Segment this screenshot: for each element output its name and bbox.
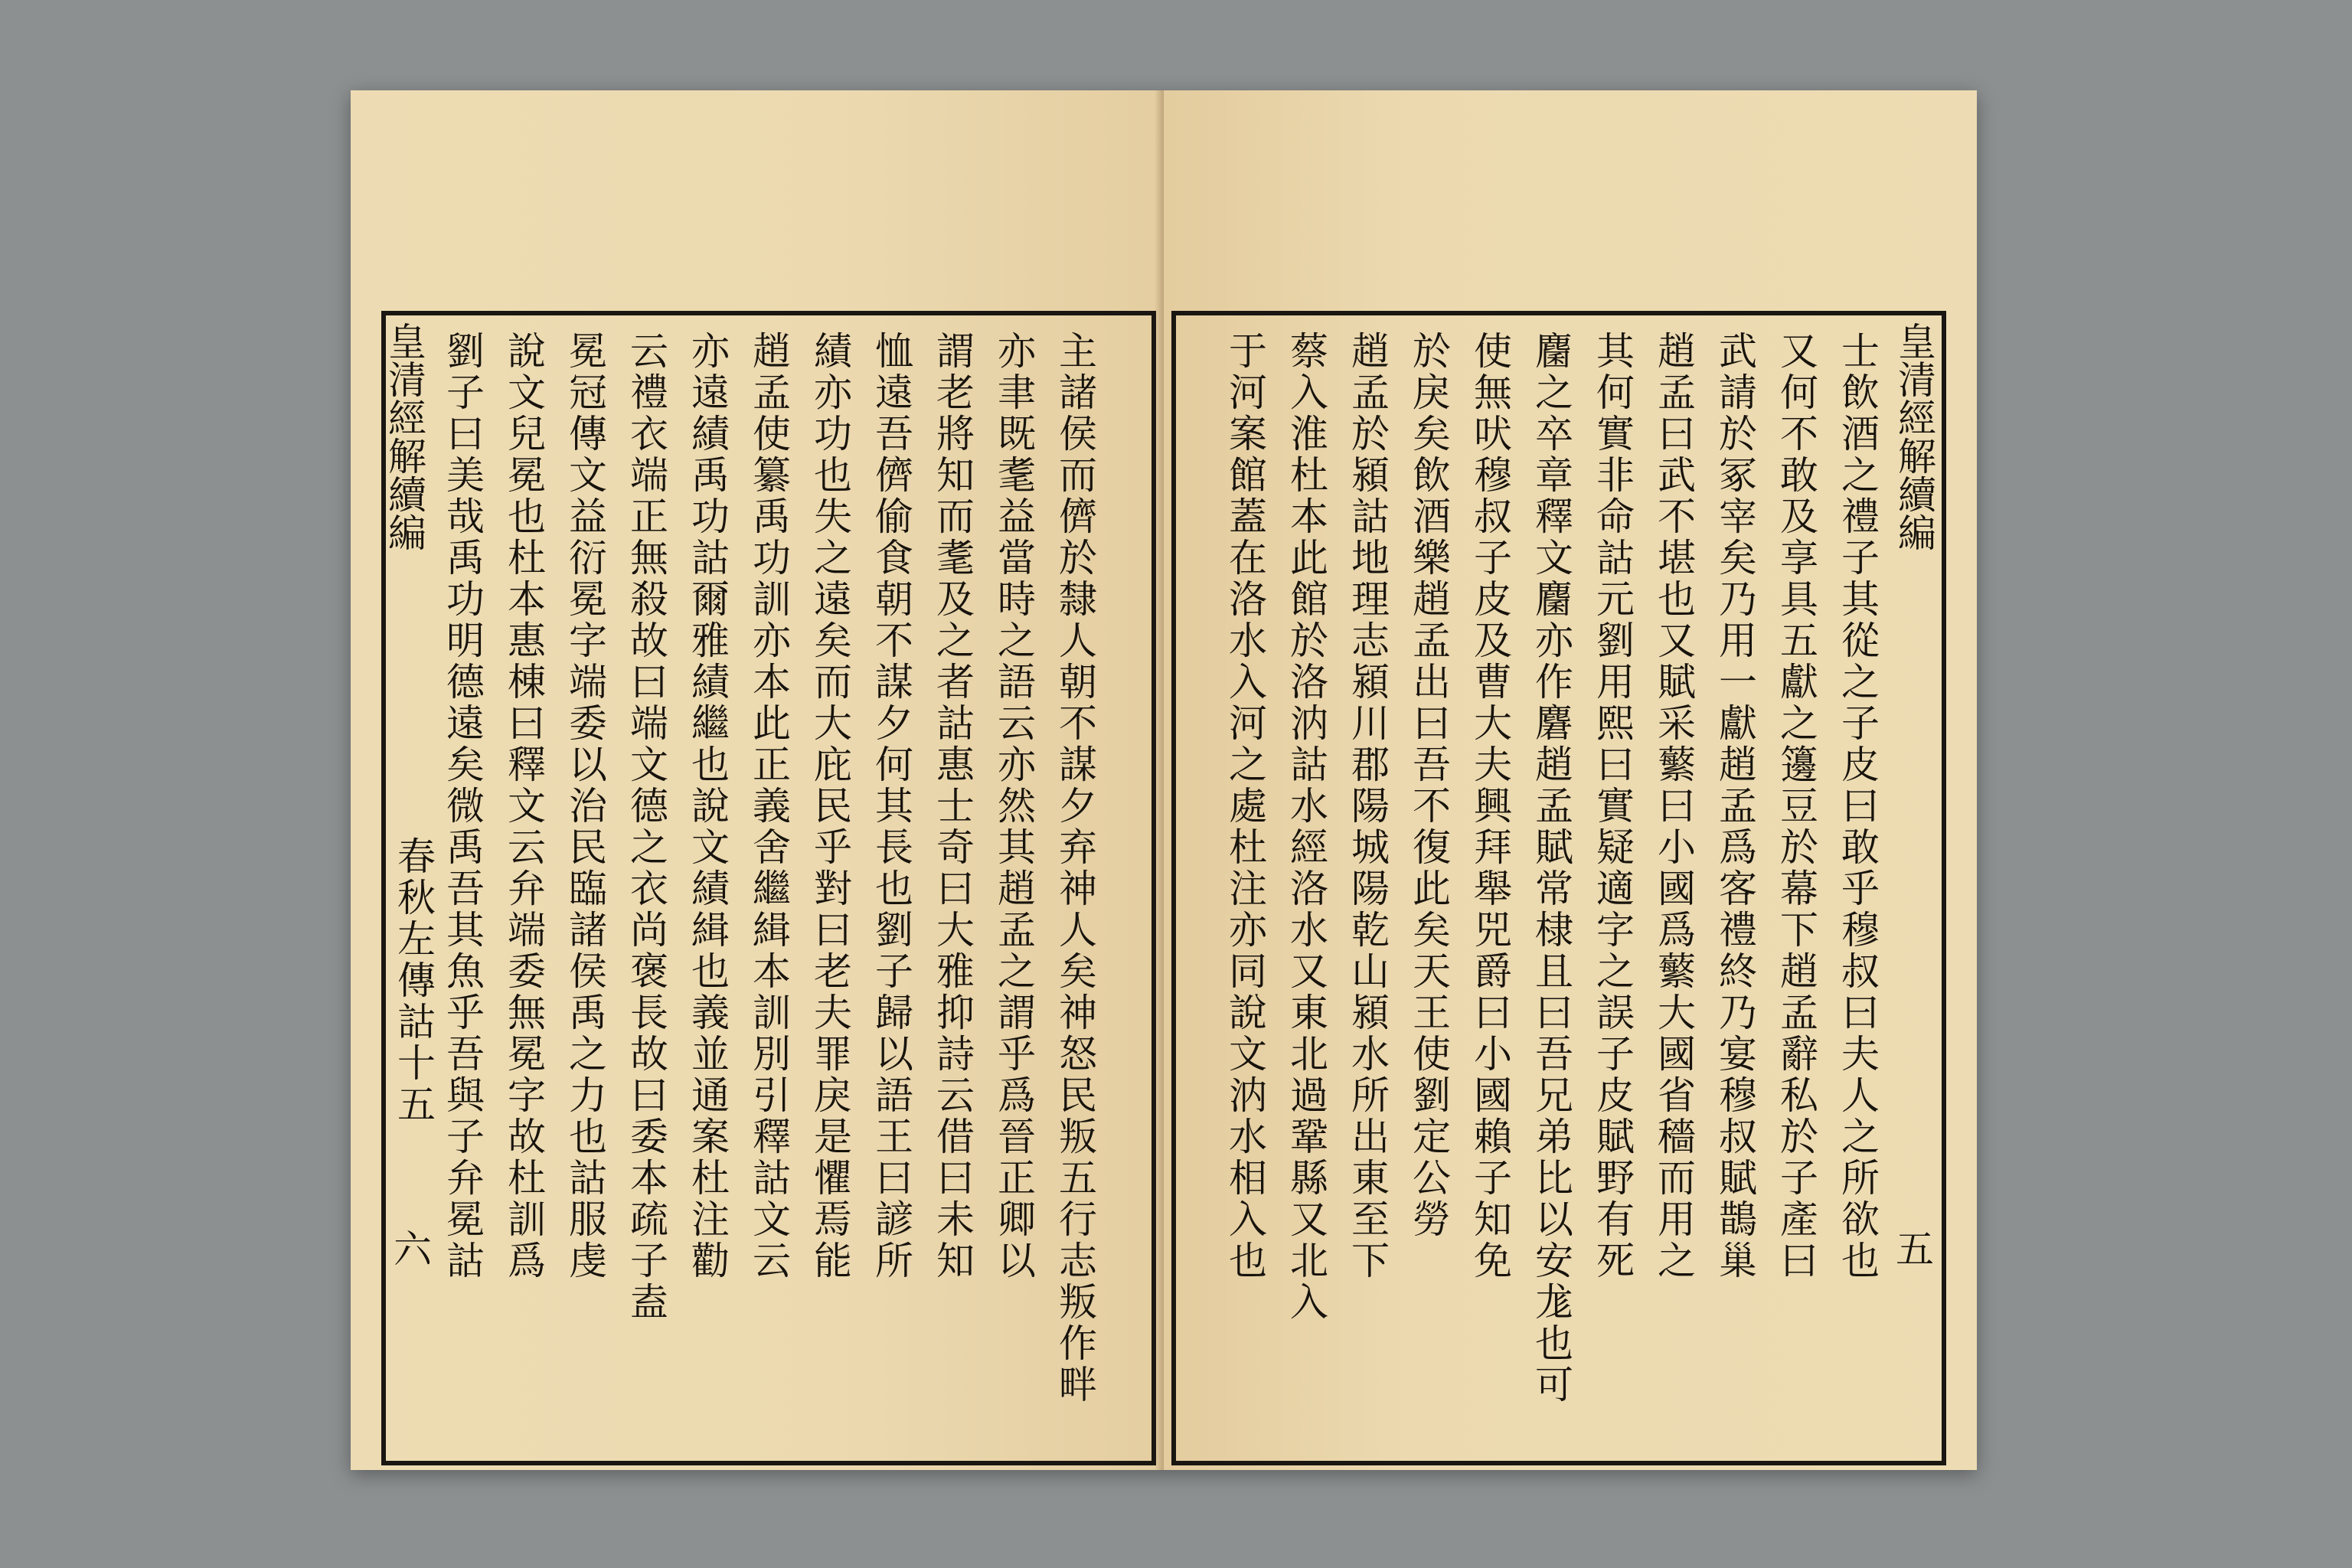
text-column: 趙孟使纂禹功訓亦本此正義舍繼緝本訓別引釋詁文云 bbox=[746, 331, 791, 1282]
text-column: 於戾矣飲酒樂趙孟出曰吾不復此矣天王使劉定公勞 bbox=[1406, 331, 1451, 1240]
right-text-frame bbox=[1171, 311, 1946, 1465]
text-column: 蔡入淮杜本此館於洛汭詁水經洛水又東北過鞏縣又北入 bbox=[1284, 331, 1328, 1323]
text-column: 使無吠穆叔子皮及曹大夫興拜舉兕爵曰小國賴子知免 bbox=[1468, 331, 1512, 1282]
text-column: 趙孟於潁詁地理志潁川郡陽城陽乾山潁水所出東至下 bbox=[1345, 331, 1390, 1282]
text-column: 武請於冢宰矣乃用一獻趙孟爲客禮終乃宴穆叔賦鵲巢 bbox=[1713, 331, 1757, 1282]
running-title: 皇清經解續編 bbox=[1892, 322, 1936, 551]
text-column: 于河案館蓋在洛水入河之處杜注亦同說文汭水相入也 bbox=[1223, 331, 1267, 1282]
open-book bbox=[351, 90, 1977, 1470]
text-column: 劉子曰美哉禹功明德遠矣微禹吾其魚乎吾與子弁冕詁 bbox=[440, 331, 485, 1282]
text-column: 恤遠吾儕偷食朝不謀夕何其長也劉子歸以語王曰諺所 bbox=[869, 331, 913, 1282]
text-column: 其何實非命詁元劉用熙曰實疑適字之誤子皮賦野有死 bbox=[1590, 331, 1635, 1282]
text-column: 云禮衣端正無殺故曰端文德之衣尚褒長故曰委本疏子盍 bbox=[624, 331, 668, 1323]
section-title: 春秋左傳詁十五 bbox=[391, 836, 436, 1125]
text-column: 績亦功也失之遠矣而大庇民乎對曰老夫罪戾是懼焉能 bbox=[808, 331, 852, 1282]
left-text-frame bbox=[381, 311, 1156, 1465]
text-column: 主諸侯而儕於隸人朝不謀夕弃神人矣神怒民叛五行志叛作畔 bbox=[1053, 331, 1097, 1406]
text-column: 趙孟曰武不堪也又賦采蘩曰小國爲蘩大國省穡而用之 bbox=[1651, 331, 1696, 1282]
text-column: 亦遠績禹功詁爾雅績繼也說文績緝也義並通案杜注勸 bbox=[685, 331, 730, 1282]
right-page bbox=[1164, 90, 1977, 1470]
text-column: 士飲酒之禮子其從之子皮曰敢乎穆叔曰夫人之所欲也 bbox=[1835, 331, 1880, 1282]
left-page bbox=[351, 90, 1164, 1470]
text-column: 又何不敢及享具五獻之籩豆於幕下趙孟辭私於子產曰 bbox=[1774, 331, 1818, 1282]
text-column: 說文兒冕也杜本惠棟曰釋文云弁端委無冕字故杜訓爲 bbox=[501, 331, 546, 1282]
text-column: 冕冠傳文益衍冕字端委以治民臨諸侯禹之力也詁服虔 bbox=[563, 331, 607, 1282]
page-number: 五 bbox=[1896, 1227, 1934, 1272]
text-column: 謂老將知而耄及之者詁惠士奇曰大雅抑詩云借曰未知 bbox=[930, 331, 975, 1282]
page-number: 六 bbox=[394, 1227, 432, 1272]
text-column: 亦聿既耄益當時之語云亦然其趙孟之謂乎爲晉正卿以 bbox=[991, 331, 1036, 1282]
running-title: 皇清經解續編 bbox=[382, 322, 426, 551]
text-column: 麕之卒章釋文麕亦作麏趙孟賦常棣且曰吾兄弟比以安尨也可 bbox=[1529, 331, 1573, 1406]
